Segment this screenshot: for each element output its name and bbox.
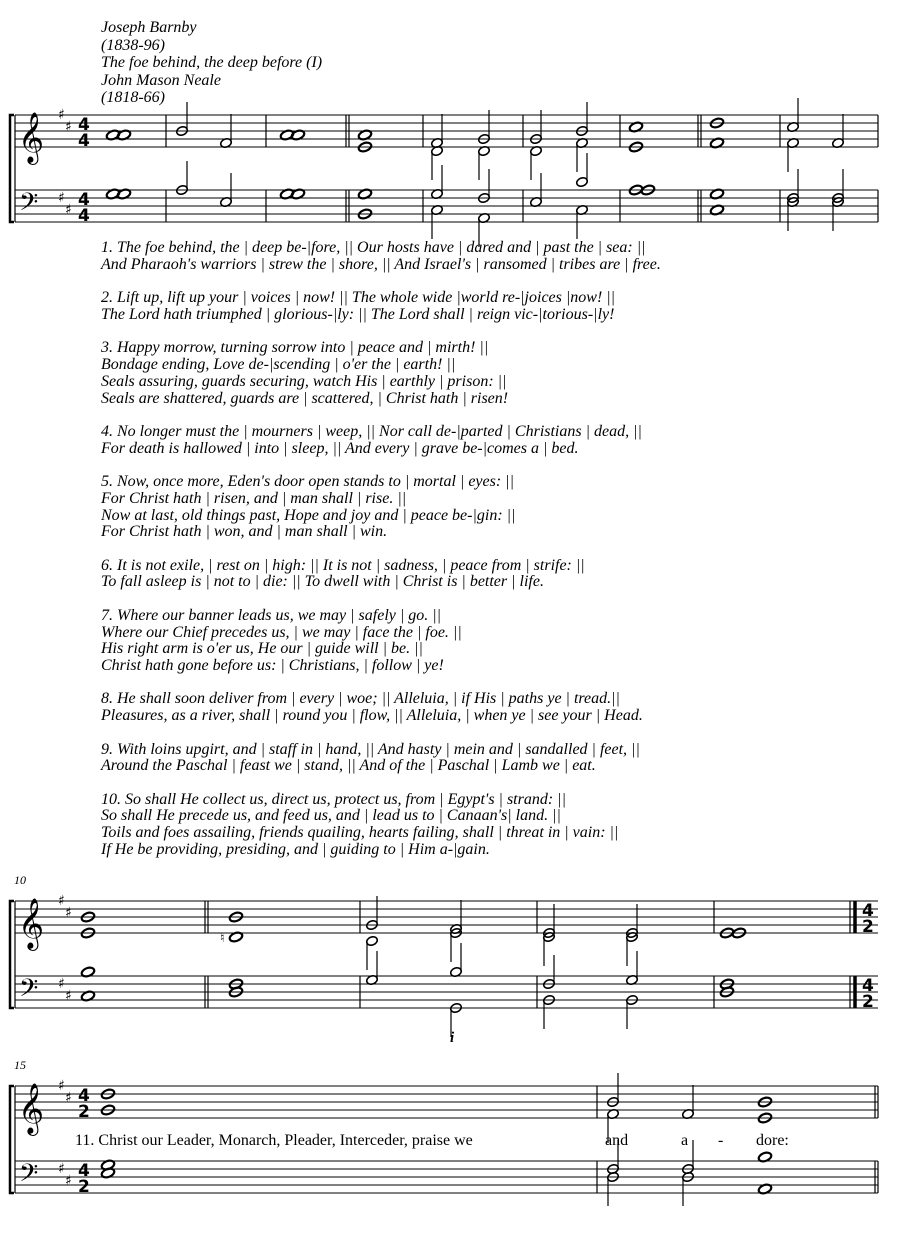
- sharp-icon: ♯: [65, 202, 72, 218]
- verse-line: Christ hath gone before us: | Christians, | follow | ye!: [101, 657, 444, 675]
- time-signature-bottom: 4: [78, 131, 90, 151]
- sharp-icon: ♯: [58, 1078, 65, 1094]
- lyric-a: a: [681, 1132, 689, 1149]
- verse-line: Where our Chief precedes us, | we may | face the | foe. ||: [101, 623, 462, 641]
- verse-line: The Lord hath triumphed | glorious-|ly: || The Lord shall | reign vic-|torious-|ly!: [101, 305, 615, 323]
- verse-line: Seals assuring, guards securing, watch His | earthly | prison: ||: [101, 372, 507, 390]
- verse-line: 5. Now, once more, Eden's door open stands to | mortal | eyes: ||: [101, 472, 514, 490]
- verse-8: [101, 691, 661, 725]
- sharp-icon: ♯: [58, 1161, 65, 1177]
- time-signature-bottom: 4: [78, 206, 90, 226]
- bass-clef-icon: 𝄢: [19, 974, 39, 1009]
- treble-clef-icon: 𝄞: [18, 1083, 45, 1134]
- verse-line: Bondage ending, Love de-|scending | o'er the | earth! ||: [101, 355, 456, 373]
- verse-line: 2. Lift up, lift up your | voices | now! || The whole wide |world re-|joices |now! ||: [101, 289, 616, 307]
- time-signature-top: 4: [78, 115, 90, 135]
- verse-line: His right arm is o'er us, He our | guide will | be. ||: [101, 640, 423, 658]
- verse-line: Seals are shattered, guards are | scattered, | Christ hath | risen!: [101, 389, 509, 407]
- verse-line: To fall asleep is | not to | die: || To dwell with | Christ is | better | life.: [101, 573, 544, 591]
- time-signature-bottom: 2: [78, 1102, 90, 1122]
- composer-dates: (1838-96): [101, 36, 165, 54]
- verse-4: [101, 424, 661, 458]
- verse-line: For death is hallowed | into | sleep, || And every | grave be-|comes a | bed.: [101, 439, 579, 457]
- verse-line: 9. With loins upgirt, and | staff in | hand, || And hasty | mein and | sandalled | feet, ||: [101, 740, 640, 758]
- verse-line: 10. So shall He collect us, direct us, protect us, from | Egypt's | strand: ||: [101, 790, 566, 808]
- verse-6: [101, 558, 661, 592]
- verse-2: [101, 290, 661, 324]
- annotation-i: i: [450, 1030, 455, 1046]
- verse-1: [101, 240, 661, 274]
- verse-line: 1. The foe behind, the | deep be-|fore, || Our hosts have | dared and | past the | sea: ||: [101, 239, 646, 256]
- verse-line: And Pharaoh's warriors | strew the | shore, || And Israel's | ransomed | tribes are | free.: [101, 255, 661, 273]
- time-signature-bottom: 2: [862, 917, 874, 937]
- time-signature-top: 4: [78, 1161, 90, 1181]
- verse-line: So shall He precede us, and feed us, and | lead us to | Canaan's| land. ||: [101, 807, 561, 825]
- verse-7: [101, 608, 661, 675]
- lyric-hyphen: -: [718, 1132, 724, 1149]
- verses-block: [101, 240, 661, 875]
- bass-clef-icon: 𝄢: [19, 188, 39, 223]
- verse-line: Around the Paschal | feast we | stand, || And of the | Paschal | Lamb we | eat.: [101, 757, 596, 775]
- time-signature-top: 4: [78, 190, 90, 210]
- sharp-icon: ♯: [58, 893, 65, 909]
- verse-10: [101, 792, 661, 859]
- sharp-icon: ♯: [65, 905, 72, 921]
- author-dates: (1818-66): [101, 89, 165, 106]
- verse-9: [101, 742, 661, 776]
- verse-line: 4. No longer must the | mourners | weep, || Nor call de-|parted | Christians | dead, ||: [101, 422, 642, 440]
- natural-icon: ♮: [220, 931, 225, 946]
- time-signature-top: 4: [862, 901, 874, 921]
- lyric-dore: dore:: [756, 1132, 789, 1149]
- author-name: John Mason Neale: [101, 71, 221, 89]
- verse-3: [101, 340, 661, 407]
- bass-clef-icon: 𝄢: [19, 1159, 39, 1194]
- bar-number-15: 15: [14, 1058, 26, 1072]
- sharp-icon: ♯: [58, 107, 65, 123]
- verse-5: [101, 474, 661, 541]
- verse-line: 3. Happy morrow, turning sorrow into | peace and | mirth! ||: [101, 339, 489, 357]
- system-bracket: [10, 115, 14, 222]
- verse-line: If He be providing, presiding, and | guiding to | Him a-|gain.: [101, 841, 490, 859]
- composer-name: Joseph Barnby: [101, 19, 197, 36]
- verse-line: Toils and foes assailing, friends quailing, hearts failing, shall | threat in | vain: ||: [101, 824, 619, 842]
- sharp-icon: ♯: [58, 190, 65, 206]
- lyric-and: and: [605, 1132, 629, 1149]
- verse-line: 7. Where our banner leads us, we may | safely | go. ||: [101, 606, 442, 624]
- system-bracket: [10, 1086, 14, 1193]
- system-bracket: [10, 901, 14, 1008]
- sharp-icon: ♯: [65, 119, 72, 135]
- treble-clef-icon: 𝄞: [18, 898, 45, 949]
- sharp-icon: ♯: [58, 976, 65, 992]
- verse-line: For Christ hath | won, and | man shall | win.: [101, 523, 388, 541]
- lyric-verse-11: 11. Christ our Leader, Monarch, Pleader, Interceder, praise we: [75, 1132, 473, 1149]
- verse-line: 6. It is not exile, | rest on | high: || It is not | sadness, | peace from | strife: ||: [101, 556, 585, 574]
- sharp-icon: ♯: [65, 988, 72, 1004]
- sharp-icon: ♯: [65, 1090, 72, 1106]
- bar-number-10: 10: [14, 873, 26, 887]
- verse-line: Pleasures, as a river, shall | round you | flow, || Alleluia, | when ye | see your | Head.: [101, 707, 643, 725]
- time-signature-top: 4: [78, 1086, 90, 1106]
- treble-clef-icon: 𝄞: [18, 112, 45, 163]
- sharp-icon: ♯: [65, 1173, 72, 1189]
- time-signature-top: 4: [862, 976, 874, 996]
- time-signature-bottom: 2: [78, 1177, 90, 1197]
- time-signature-bottom: 2: [862, 992, 874, 1012]
- verse-line: Now at last, old things past, Hope and joy and | peace be-|gin: ||: [101, 506, 516, 524]
- tune-title: The foe behind, the deep before (I): [101, 54, 323, 71]
- verse-line: 8. He shall soon deliver from | every | woe; || Alleluia, | if His | paths ye | tread.||: [101, 690, 620, 708]
- verse-line: For Christ hath | risen, and | man shall | rise. ||: [101, 489, 407, 507]
